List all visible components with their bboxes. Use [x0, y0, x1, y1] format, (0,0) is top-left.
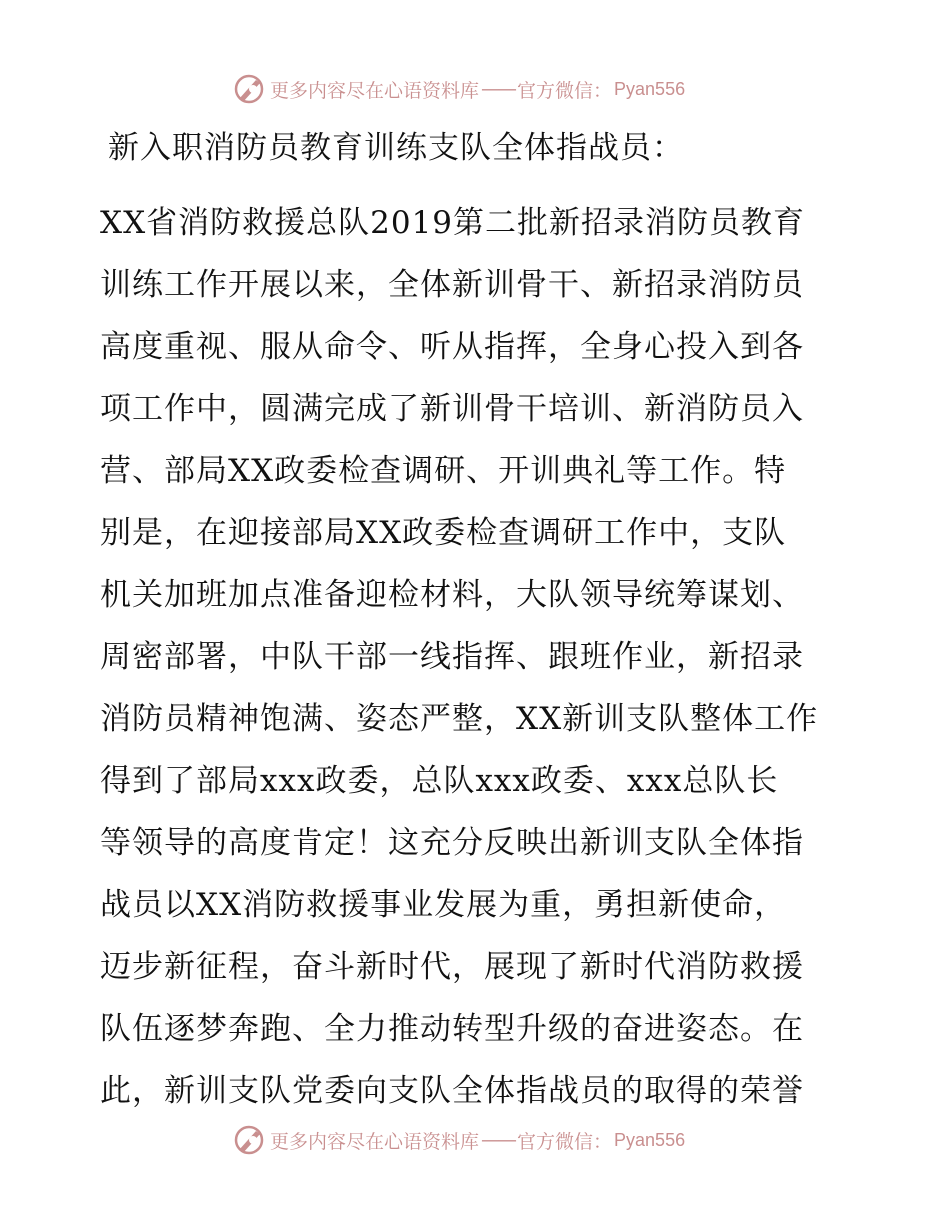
- watermark-text: 更多内容尽在心语资料库: [270, 79, 480, 102]
- watermark-label: 官方微信：: [517, 79, 613, 102]
- body-line: 周密部署，中队干部一线指挥、跟班作业，新招录: [100, 639, 804, 675]
- header-watermark: [232, 72, 712, 106]
- pen-logo-icon: [232, 72, 266, 106]
- body-line: XX省消防救援总队2019第二批新招录消防员教育: [100, 205, 806, 241]
- watermark-text: 更多内容尽在心语资料库: [270, 1130, 480, 1153]
- pen-logo-icon: [232, 1123, 266, 1157]
- footer-watermark: [232, 1123, 712, 1157]
- watermark-label: 官方微信：: [517, 1130, 613, 1153]
- body-line: 等领导的高度肯定！这充分反映出新训支队全体指: [100, 825, 804, 861]
- letter-body: [100, 192, 860, 1122]
- watermark-wechat-id: Pyan556: [614, 1129, 686, 1150]
- body-line: 此，新训支队党委向支队全体指战员的取得的荣誉: [100, 1073, 804, 1109]
- watermark-dash: ——: [481, 1129, 516, 1151]
- watermark-wechat-id: Pyan556: [614, 78, 686, 99]
- body-line: 队伍逐梦奔跑、全力推动转型升级的奋进姿态。在: [100, 1011, 804, 1047]
- letter-greeting: 新入职消防员教育训练支队全体指战员：: [108, 130, 684, 166]
- body-line: 高度重视、服从命令、听从指挥，全身心投入到各: [100, 329, 804, 365]
- body-line: 别是，在迎接部局XX政委检查调研工作中，支队: [100, 515, 787, 551]
- body-line: 营、部局XX政委检查调研、开训典礼等工作。特: [100, 453, 787, 489]
- body-line: 战员以XX消防救援事业发展为重，勇担新使命，: [100, 887, 787, 923]
- watermark-dash: ——: [481, 78, 516, 100]
- body-line: 得到了部局xxx政委，总队xxx政委、xxx总队长: [100, 763, 779, 799]
- body-line: 消防员精神饱满、姿态严整，XX新训支队整体工作: [100, 701, 819, 737]
- body-line: 迈步新征程，奋斗新时代，展现了新时代消防救援: [100, 949, 804, 985]
- body-line: 机关加班加点准备迎检材料，大队领导统筹谋划、: [100, 577, 804, 613]
- body-line: 项工作中，圆满完成了新训骨干培训、新消防员入: [100, 391, 804, 427]
- body-line: 训练工作开展以来，全体新训骨干、新招录消防员: [100, 267, 804, 303]
